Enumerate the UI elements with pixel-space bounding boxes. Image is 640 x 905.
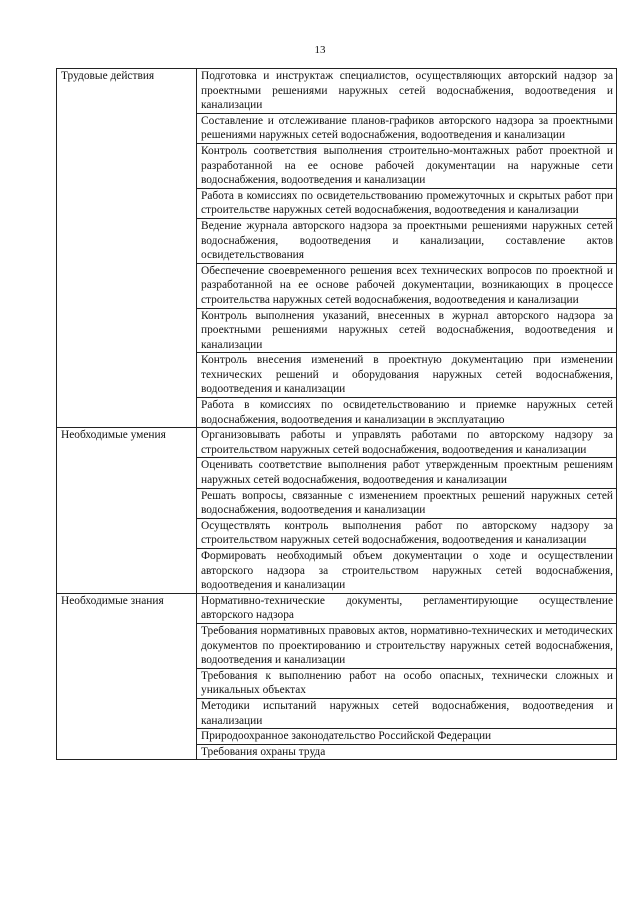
description-cell: Нормативно-технические документы, регламентирующие осуществление авторского надзора [197, 593, 617, 623]
competency-table [56, 68, 617, 760]
table-row [57, 69, 617, 114]
category-cell: Трудовые действия [57, 69, 197, 428]
competency-table-body [57, 69, 617, 760]
description-cell: Требования нормативных правовых актов, нормативно-технических и методических документов по проектированию и строительству наружных сетей водоснабжения, водоотведения и канализации [197, 623, 617, 668]
description-cell: Оценивать соответствие выполнения работ утвержденным проектным решениям наружных сетей водоснабжения, водоотведения и канализации [197, 458, 617, 488]
description-cell: Составление и отслеживание планов-графиков авторского надзора за проектными решениями наружных сетей водоснабжения, водоотведения и канализации [197, 113, 617, 143]
description-cell: Подготовка и инструктаж специалистов, осуществляющих авторский надзор за проектными решениями наружных сетей водоснабжения, водоотведения и канализации [197, 69, 617, 114]
description-cell: Работа в комиссиях по освидетельствованию и приемке наружных сетей водоснабжения, водоотведения и канализации в эксплуатацию [197, 398, 617, 428]
description-cell: Контроль выполнения указаний, внесенных в журнал авторского надзора за проектными решениями наружных сетей водоснабжения, водоотведения и канализации [197, 308, 617, 353]
description-cell: Работа в комиссиях по освидетельствованию промежуточных и скрытых работ при строительстве наружных сетей водоснабжения, водоотведения и канализации [197, 188, 617, 218]
description-cell: Контроль соответствия выполнения строительно-монтажных работ проектной и разработанной на ее основе рабочей документации на наружные сети водоснабжения, водоотведения и канализации [197, 143, 617, 188]
description-cell: Требования к выполнению работ на особо опасных, технически сложных и уникальных объектах [197, 668, 617, 698]
table-row [57, 428, 617, 458]
description-cell: Формировать необходимый объем документации о ходе и осуществлении авторского надзора за строительством наружных сетей водоснабжения, водоотведения и канализации [197, 549, 617, 594]
description-cell: Ведение журнала авторского надзора за проектными решениями наружных сетей водоснабжения, водоотведения и канализации, составление актов освидетельствования [197, 218, 617, 263]
table-row [57, 593, 617, 623]
description-cell: Природоохранное законодательство Российской Федерации [197, 729, 617, 745]
page-number: 13 [314, 44, 326, 56]
description-cell: Решать вопросы, связанные с изменением проектных решений наружных сетей водоснабжения, водоотведения и канализации [197, 488, 617, 518]
description-cell: Организовывать работы и управлять работами по авторскому надзору за строительством наружных сетей водоснабжения, водоотведения и канализации [197, 428, 617, 458]
description-cell: Осуществлять контроль выполнения работ по авторскому надзору за строительством наружных сетей водоснабжения, водоотведения и канализации [197, 518, 617, 548]
category-cell: Необходимые умения [57, 428, 197, 594]
category-cell: Необходимые знания [57, 593, 197, 760]
description-cell: Требования охраны труда [197, 744, 617, 760]
description-cell: Контроль внесения изменений в проектную документацию при изменении технических решений и оборудования наружных сетей водоснабжения, водоотведения и канализации [197, 353, 617, 398]
description-cell: Обеспечение своевременного решения всех технических вопросов по проектной и разработанной на ее основе рабочей документации, возникающих в процессе строительства наружных сетей водоснабжения, водоотведения и канализации [197, 263, 617, 308]
description-cell: Методики испытаний наружных сетей водоснабжения, водоотведения и канализации [197, 698, 617, 728]
